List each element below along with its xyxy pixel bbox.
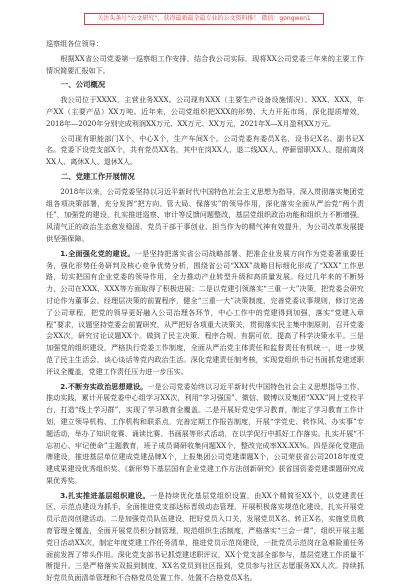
- subsection-3: [46, 490, 364, 584]
- promo-banner: 关注头条号“公文研究”，获得最新最全最专业的公文资料推！ 微信：gongwen1: [84, 13, 324, 25]
- document-body: [46, 38, 365, 583]
- salutation: 巡察组各位领导：: [46, 39, 103, 48]
- overview-paragraph-1: 我公司位于XXXX，主营业务XXX。公司现有XXX（主要生产设备设施情况）、XXX、XXX，年产XX（主要产品）XX万吨。近年来，公司党组织把XXX的形势、大力开拓市场，深化提质增效，2018年—2020年分别完成利润XX万元、XX万元、XX万元，2021年X—X月盈利XX万元。: [46, 95, 364, 128]
- subsection-3-text: 一是持续优化基层党组织设置，由XX个精简至XX个，以党建责任区、示范点建设为抓手，全面推进党支部达标晋级动态管理，开展积极落实规范化建设，扎实开展党员示范岗创建活动。二是加强党员队伍建设，把好党员入口关，发展党员X名、转正X名，实施党员教育管理全覆盖，全面开展党员积分制管理，规范组织生活制度，严格落实“三会一课”，组织开展主题党日活动XX次，制定年度党建工作任务清单，推进党员示范岗建设，一批党员示范岗在急难险重任务面前发挥了带头作用。深化党支部书记抓党建述职评议，XX个党支部全部参与，基层党建工作质量不断提升。三是严格落实双报到制度，XX名党员到社区报到，党员参与社区志愿服务XX人次。持续抓好党员负面清单管理和不合格党员处置工作，处置不合格党员X名。: [46, 490, 364, 583]
- subsection-2-title: 2.不断夯实政治思想建设。: [60, 381, 148, 391]
- subsection-1-title: 1.全面强化党的建设。: [60, 248, 135, 258]
- subsection-3-title: 3.扎实推进基层组织建设。: [60, 490, 151, 500]
- party-building-paragraph: 2018年以来，公司党委坚持以习近平新时代中国特色社会主义思想为指导，深入贯彻落实集团党组各项决策部署，充分发挥“把方向、管大局、保落实”的领导作用，深化落实全面从严治党“两个责任”，加强党的建设，扎实推进巡察、审计等反馈问题整改，基层党组织政治功能和组织力不断增强，风清气正的政治生态愈发稳固，党员干部干事创业、担当作为的精气神有效提升，为公司改革发展提供坚强保障。: [46, 186, 364, 243]
- overview-paragraph-2: 公司现有职能部门X个，中心X个，生产车间X个。公司党委有委员X名，设书记X名、副书记X名。党委下设党支部X个，共有党员XX名，其中在岗XX人、退二线XX人、停薪留职XX人、提前离岗XX人、离休X人、退休X人。: [46, 133, 364, 167]
- section-heading-party-building: 二、党建工作开展情况: [60, 171, 135, 181]
- subsection-1-text-2: 三是加强党的组织建设，严格执行党委工作制度，全面从严治党主体责任和监督责任有机统一，进一步规范了民主生活会、谈心谈话等党内政治生活。深化党建责任制考核，实现党组织书记书面抓党建述职评议全覆盖，党建工作责任压力进一步压实。: [46, 331, 365, 376]
- subsection-1-text: 一是坚持把落实省公司战略部署、把准企业发展方向作为党委著重要任务，强化形势任务研判及核心竞争优势分析，围绕省公司“XXX”战略目标细化形成了“XXX”工作思路，切实把国有企业党委的领导作用，全力推动产业转型升级和高质量发展。经过几年来的不断努力，公司在XXX、XXX等方面取得了积极进展；二是以党建引领落实“三重一大”决策，把党委会研究讨论作为董事会、经理层决策的前置程序，健全“三重一大”决策制度，完善党委议事规则，修订完善了公司章程，把党的领导更好融入公司治理各环节，中心工作中的党建得到加强，落实“党建入章程”要求，议题坚持党委会前置研究，从严把好各项重大决策关，贯彻落实民主集中制原则，召开党委会XX次，研究讨论议题XX个。做到了民主决策、程序合规、有据可依，提高了科学决策水平。: [46, 248, 365, 341]
- intro-paragraph: 根据XX省公司党委第一巡察组工作安排，结合我公司实际，现将XX公司党委三年来的主要工作情况简要汇报如下。: [46, 53, 364, 75]
- subsection-2-text: 一是公司党委始终以习近平新时代中国特色社会主义思想指导工作、推动实践，累计开展党委中心组学习XX次，利用“学习强国”、微信、微博以及集团“XXX”网上党校平台，打造“线上学习群”，实现了学习教育全覆盖。二是开展好党史学习教育，制定了学习教育工作计划，建立领导机构、工作机构和联系点，完善定期工作报告制度，开展“学党史、转作风、办实事”专题活动，举办了知识竞赛、诵读比赛、书画展等形式活动，在以学促行中抓好工作落实。扎实开展“不忘初心、牢记使命”主题教育，班子成员调研收集问题XX个，整改完成率XX.XX%。四是深化党建品牌建设，推进基层单位建成党建品牌X个，上报集团公司党建课题X个，公司荣获省公司2018年度党建成果建设优秀组织奖、《新形势下基层国有企业党建工作方法创新研究》获省国资委党建课题研究成果优秀奖。: [46, 381, 365, 485]
- subsection-1: [46, 248, 364, 378]
- section-heading-overview: 一、公司概况: [60, 80, 106, 90]
- subsection-2: [46, 381, 364, 487]
